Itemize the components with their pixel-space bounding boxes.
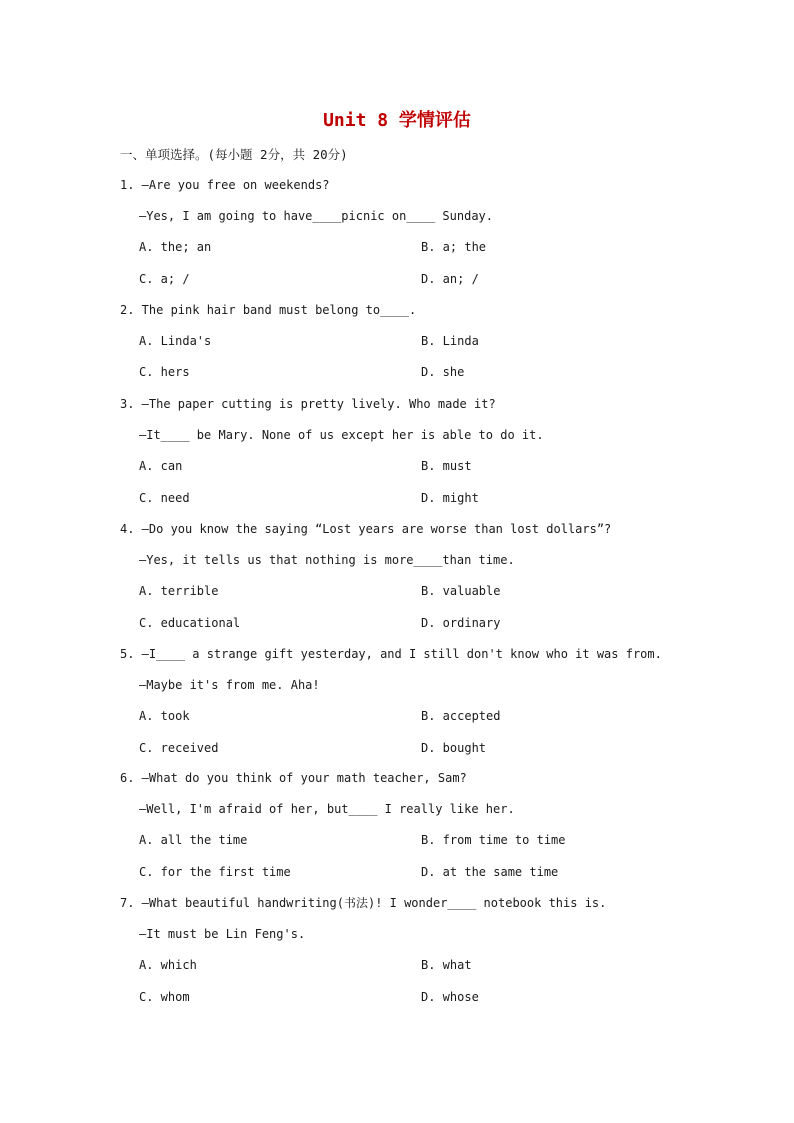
question-1 [120, 176, 680, 301]
option-d: D. bought [421, 740, 487, 755]
option-c: C. a; / [139, 271, 190, 286]
option-d: D. might [421, 490, 479, 505]
question-stem: 2. The pink hair band must belong to____. [120, 303, 417, 317]
option-b: B. what [421, 958, 472, 973]
question-sub: —It must be Lin Feng's. [139, 927, 306, 942]
option-c: C. need [139, 490, 190, 505]
option-a: A. the; an [139, 240, 212, 255]
option-c: C. educational [139, 615, 241, 630]
option-a: A. can [139, 459, 183, 474]
page-title: Unit 8 学情评估 [323, 110, 471, 131]
option-a: A. Linda's [139, 334, 212, 349]
options-row [120, 332, 680, 363]
options-row [120, 707, 680, 738]
question-sub: —Yes, it tells us that nothing is more____than time. [139, 553, 515, 568]
question-stem: 5. —I____ a strange gift yesterday, and I still don't know who it was from. [120, 647, 662, 661]
question-3 [120, 395, 680, 520]
options-row [120, 988, 680, 1019]
question-stem: 3. —The paper cutting is pretty lively. Who made it? [120, 397, 496, 411]
option-b: B. a; the [421, 240, 487, 255]
options-row [120, 831, 680, 862]
option-d: D. ordinary [421, 615, 501, 630]
question-6 [120, 769, 680, 894]
question-4 [120, 520, 680, 645]
question-stem: 7. —What beautiful handwriting(书法)! I wonder____ notebook this is. [120, 896, 607, 910]
option-c: C. hers [139, 365, 190, 380]
question-stem: 6. —What do you think of your math teacher, Sam? [120, 771, 467, 785]
section-heading: 一、单项选择。(每小题 2分，共 20分) [120, 147, 348, 162]
option-b: B. accepted [421, 709, 501, 724]
option-a: A. all the time [139, 833, 248, 848]
option-a: A. took [139, 709, 190, 724]
option-a: A. which [139, 958, 197, 973]
question-stem: 4. —Do you know the saying “Lost years are worse than lost dollars”? [120, 522, 612, 536]
option-b: B. must [421, 459, 472, 474]
question-2 [120, 301, 680, 395]
option-b: B. from time to time [421, 833, 566, 848]
question-7 [120, 894, 680, 1019]
question-stem: 1. —Are you free on weekends? [120, 178, 330, 192]
options-row [120, 270, 680, 301]
question-5 [120, 645, 680, 770]
option-a: A. terrible [139, 584, 219, 599]
question-sub: —Well, I'm afraid of her, but____ I really like her. [139, 802, 515, 817]
options-row [120, 739, 680, 770]
options-row [120, 614, 680, 645]
option-d: D. she [421, 365, 465, 380]
options-row [120, 238, 680, 269]
question-sub: —Yes, I am going to have____picnic on____ Sunday. [139, 209, 494, 224]
options-row [120, 863, 680, 894]
option-d: D. at the same time [421, 864, 559, 879]
options-row [120, 489, 680, 520]
question-sub: —Maybe it's from me. Aha! [139, 678, 320, 693]
option-c: C. for the first time [139, 864, 291, 879]
option-d: D. an; / [421, 271, 479, 286]
option-b: B. Linda [421, 334, 479, 349]
option-c: C. received [139, 740, 219, 755]
options-row [120, 363, 680, 394]
options-row [120, 582, 680, 613]
option-b: B. valuable [421, 584, 501, 599]
option-c: C. whom [139, 989, 190, 1004]
options-row [120, 956, 680, 987]
question-sub: —It____ be Mary. None of us except her is able to do it. [139, 428, 544, 443]
option-d: D. whose [421, 989, 479, 1004]
options-row [120, 457, 680, 488]
